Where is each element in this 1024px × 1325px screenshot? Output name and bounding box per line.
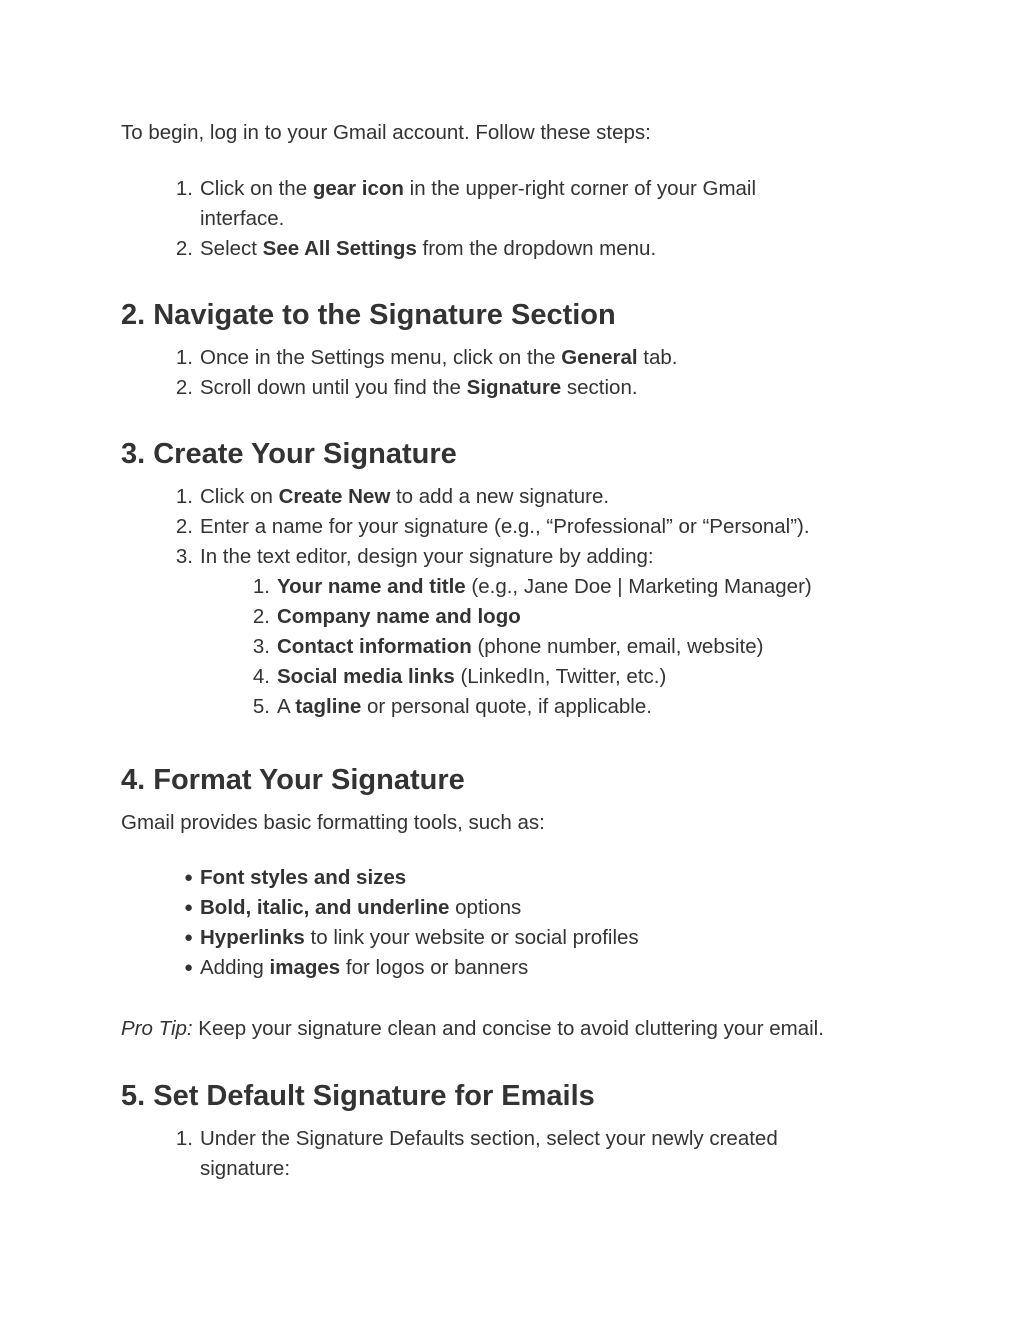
section-intro: Gmail provides basic formatting tools, such as: — [121, 811, 545, 834]
list-number: 3. — [175, 545, 193, 568]
bold-term: Contact information — [277, 635, 472, 658]
list-number: 2. — [252, 605, 270, 628]
section-heading: 4. Format Your Signature — [121, 764, 465, 796]
list-number: 3. — [252, 635, 270, 658]
list-number: 1. — [175, 346, 193, 369]
bold-term: Bold, italic, and underline — [200, 896, 450, 919]
bold-term: tagline — [295, 695, 362, 718]
bold-term: Create New — [278, 485, 391, 508]
section-heading: 2. Navigate to the Signature Section — [121, 299, 616, 331]
list-item-continuation: signature: — [200, 1157, 291, 1180]
bullet-icon: ● — [183, 959, 193, 976]
list-number: 1. — [252, 575, 270, 598]
pro-tip — [121, 1014, 824, 1044]
bullet-icon: ● — [183, 869, 193, 886]
bold-term: Your name and title — [277, 575, 466, 598]
bold-term: Hyperlinks — [200, 926, 305, 949]
bold-term: Social media links — [277, 665, 455, 688]
bold-term: See All Settings — [262, 237, 417, 260]
bold-term: images — [269, 956, 341, 979]
list-number: 2. — [175, 515, 193, 538]
list-number: 2. — [175, 237, 193, 260]
pro-tip-label: Pro Tip: — [121, 1017, 193, 1040]
bullet-icon: ● — [183, 929, 193, 946]
bold-term: Font styles and sizes — [200, 866, 407, 889]
bold-term: gear icon — [312, 177, 404, 200]
bold-term: General — [561, 346, 638, 369]
intro-paragraph: To begin, log in to your Gmail account. Follow these steps: — [121, 121, 651, 144]
list-number: 1. — [175, 485, 193, 508]
list-number: 4. — [252, 665, 270, 688]
list-number: 2. — [175, 376, 193, 399]
list-number: 1. — [175, 177, 193, 200]
bold-term: Signature — [466, 376, 562, 399]
section-heading: 5. Set Default Signature for Emails — [121, 1080, 595, 1112]
section-heading: 3. Create Your Signature — [121, 438, 457, 470]
bullet-icon: ● — [183, 899, 193, 916]
list-number: 5. — [252, 695, 270, 718]
bold-term: Company name and logo — [277, 605, 521, 628]
pro-tip-text: Keep your signature clean and concise to avoid cluttering your email. — [192, 1017, 824, 1040]
list-number: 1. — [175, 1127, 193, 1150]
list-item-continuation: interface. — [200, 207, 285, 230]
